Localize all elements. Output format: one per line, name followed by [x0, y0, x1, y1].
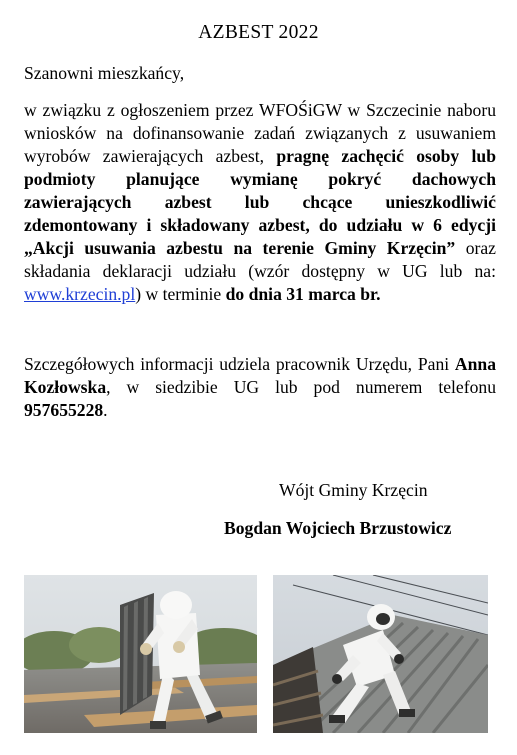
deadline-bold: do dnia 31 marca br. — [225, 284, 381, 304]
worker-on-asbestos-roof-icon — [273, 575, 488, 733]
paragraph-announcement — [24, 99, 496, 306]
signature-name: Bogdan Wojciech Brzustowicz — [224, 518, 452, 538]
announcement-bold-1: pragnę zachęcić osoby lub podmioty planujące wymianę pokryć dachowych zawierających azbest lub chcące unieszkodliwić zdemontowany i składowany azbest, do udziału w 6 edycji „Akcji usuwania azbestu na terenie Gminy Krzęcin” — [24, 146, 496, 258]
photo-worker-removing-asbestos — [24, 575, 257, 733]
announcement-text-1: w związku z ogłoszeniem przez WFOŚiGW w Szczecinie naboru wniosków na dofinansowanie zadań związanych z usuwaniem wyrobów zawierających azbest, — [24, 100, 496, 166]
paragraph-contact — [24, 353, 496, 422]
worker-removing-asbestos-sheets-icon — [24, 575, 257, 733]
signature-title: Wójt Gminy Krzęcin — [279, 480, 428, 500]
contact-text-3: . — [103, 400, 108, 420]
document-title: AZBEST 2022 — [198, 22, 319, 43]
greeting: Szanowni mieszkańcy, — [24, 63, 185, 83]
krzecin-website-link[interactable]: www.krzecin.pl — [24, 284, 136, 304]
contact-text-1: Szczegółowych informacji udziela pracownik Urzędu, Pani — [24, 354, 455, 374]
contact-phone: 957655228 — [24, 400, 104, 420]
contact-text-2: , w siedzibie UG lub pod numerem telefonu — [106, 377, 496, 397]
announcement-text-3: ) w terminie — [135, 284, 226, 304]
photo-worker-on-roof — [273, 575, 488, 733]
announcement-text-2: oraz składania deklaracji udziału (wzór dostępny w UG lub na: — [24, 238, 496, 281]
contact-person-name: Anna Kozłowska — [24, 354, 496, 397]
